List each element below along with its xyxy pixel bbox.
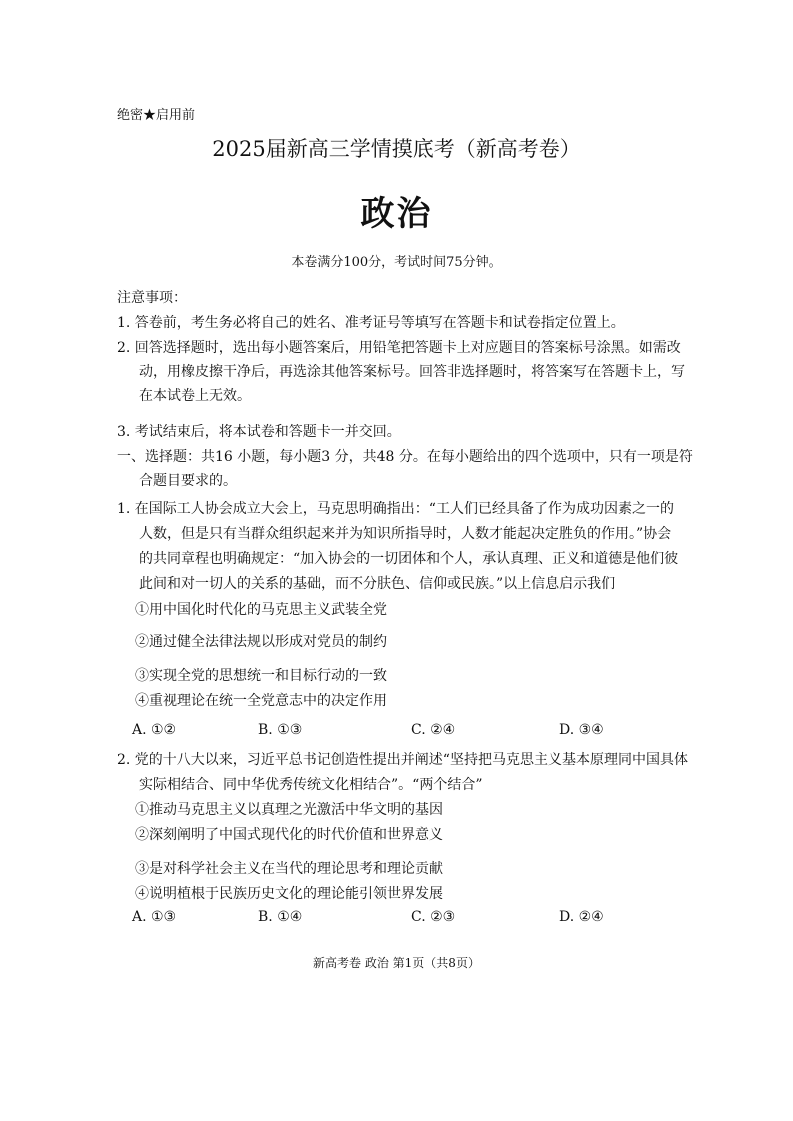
question-1-stem-continued: 此间和对一切人的关系的基础，而不分肤色、信仰或民族。”以上信息启示我们 xyxy=(139,576,616,592)
question-1-option-d[interactable]: D. ③④ xyxy=(559,722,604,738)
notice-item: 1. 答卷前，考生务必将自己的姓名、准考证号等填写在答题卡和试卷指定位置上。 xyxy=(117,315,625,331)
question-2-statement: ③是对科学社会主义在当代的理论思考和理论贡献 xyxy=(135,861,443,877)
question-2-stem-continued: 实际相结合、同中华优秀传统文化相结合”。“两个结合” xyxy=(139,777,483,793)
question-2-option-d[interactable]: D. ②④ xyxy=(559,909,604,925)
question-2-stem: 2. 党的十八大以来，习近平总书记创造性提出并阐述“坚持把马克思主义基本原理同中国具体 xyxy=(117,752,688,768)
exam-info: 本卷满分100分，考试时间75分钟。 xyxy=(291,255,502,270)
question-2-option-c[interactable]: C. ②③ xyxy=(411,909,456,925)
question-1-stem: 1. 在国际工人协会成立大会上，马克思明确指出：“工人们已经具备了作为成功因素之一的 xyxy=(117,501,674,517)
question-1-option-c[interactable]: C. ②④ xyxy=(411,722,456,738)
question-1-option-b[interactable]: B. ①③ xyxy=(258,722,303,738)
question-1-stem-continued: 人数，但是只有当群众组织起来并为知识所指导时，人数才能起决定胜负的作用。”协会 xyxy=(139,526,672,542)
question-2-statement: ④说明植根于民族历史文化的理论能引领世界发展 xyxy=(135,886,443,902)
question-1-statement: ②通过健全法律法规以形成对党员的制约 xyxy=(135,634,387,650)
notice-item-continued: 动，用橡皮擦干净后，再选涂其他答案标号。回答非选择题时，将答案写在答题卡上，写 xyxy=(139,364,685,380)
question-2-option-b[interactable]: B. ①④ xyxy=(258,909,303,925)
question-2-option-a[interactable]: A. ①③ xyxy=(132,909,177,925)
notice-title: 注意事项： xyxy=(117,290,187,306)
question-2-statement: ②深刻阐明了中国式现代化的时代价值和世界意义 xyxy=(135,827,443,843)
confidential-label: 绝密★启用前 xyxy=(117,108,196,123)
question-1-stem-continued: 的共同章程也明确规定：“加入协会的一切团体和个人，承认真理、正义和道德是他们彼 xyxy=(139,551,679,567)
question-1-statement: ③实现全党的思想统一和目标行动的一致 xyxy=(135,668,387,684)
subject-title: 政治 xyxy=(360,194,433,234)
notice-item-continued: 在本试卷上无效。 xyxy=(139,388,251,404)
section-heading: 一、选择题：共16 小题，每小题3 分，共48 分。在每小题给出的四个选项中，只有一项是符 xyxy=(117,449,693,465)
question-1-statement: ①用中国化时代化的马克思主义武装全党 xyxy=(135,602,387,618)
question-1-option-a[interactable]: A. ①② xyxy=(132,722,177,738)
page-footer: 新高考卷 政治 第1页（共8页） xyxy=(313,956,480,970)
section-heading-continued: 合题目要求的。 xyxy=(139,473,237,489)
exam-title: 2025届新高三学情摸底考（新高考卷） xyxy=(212,137,581,161)
question-1-statement: ④重视理论在统一全党意志中的决定作用 xyxy=(135,693,387,709)
notice-item: 3. 考试结束后，将本试卷和答题卡一并交回。 xyxy=(117,424,401,440)
question-2-statement: ①推动马克思主义以真理之光激活中华文明的基因 xyxy=(135,802,443,818)
notice-item: 2. 回答选择题时，选出每小题答案后，用铅笔把答题卡上对应题目的答案标号涂黑。如需改 xyxy=(117,340,681,356)
